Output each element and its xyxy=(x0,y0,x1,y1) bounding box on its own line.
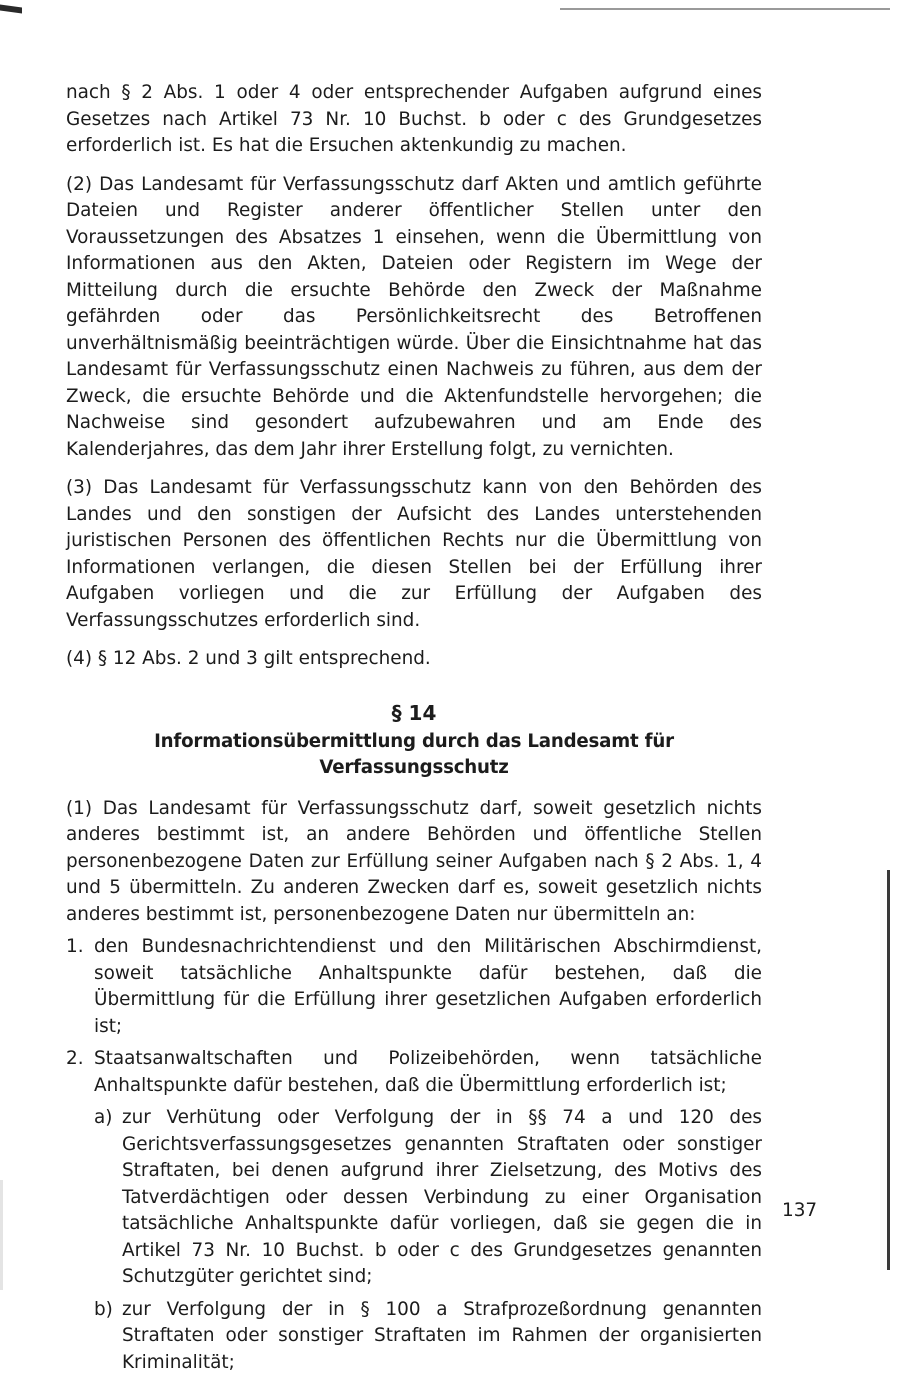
sub-list-item-text: zur Verhütung oder Verfolgung der in §§ 74 a und 120 des Gerichtsverfassungsgesetzes genannten Straftaten oder sonstiger Straftaten, bei denen aufgrund ihrer Zielsetzung, des Motivs des Tatverdächtigen oder dessen Verbindung zu einer Organisation tatsächliche Anhaltspunkte dafür vorliegen, daß sie gegen die in Artikel 73 Nr. 10 Buchst. b oder c des Grundgesetzes genannten Schutzgüter gerichtet sind; xyxy=(122,1105,762,1291)
list-item xyxy=(66,1046,762,1099)
corner-mark xyxy=(0,4,22,13)
top-rule xyxy=(560,8,890,10)
page-edge-left xyxy=(0,1180,3,1290)
sub-list-item-letter: b) xyxy=(94,1297,122,1376)
paragraph-2: (2) Das Landesamt für Verfassungsschutz darf Akten und amtlich geführte Dateien und Register anderer öffentlicher Stellen unter den Voraussetzungen des Absatzes 1 einsehen, wenn die Übermittlung von Informationen aus den Akten, Dateien oder Registern im Wege der Mitteilung durch die ersuchte Behörde den Zweck der Maßnahme gefährden oder das Persönlichkeitsrecht des Betroffenen unverhältnismäßig beeinträchtigen würde. Über die Einsichtnahme hat das Landesamt für Verfassungsschutz einen Nachweis zu führen, aus dem der Zweck, die ersuchte Behörde und die Aktenfundstelle hervorgehen; die Nachweise sind gesondert aufzubewahren und am Ende des Kalenderjahres, das dem Jahr ihrer Erstellung folgt, zu vernichten. xyxy=(66,172,762,464)
paragraph-3: (3) Das Landesamt für Verfassungsschutz kann von den Behörden des Landes und den sonstigen der Aufsicht des Landes unterstehenden juristischen Personen des öffentlichen Rechts nur die Übermittlung von Informationen verlangen, die diesen Stellen bei der Erfüllung ihrer Aufgaben vorliegen und die zur Erfüllung der Aufgaben des Verfassungsschutzes erforderlich sind. xyxy=(66,475,762,634)
section-title: Informationsübermittlung durch das Landesamt für Verfassungsschutz xyxy=(66,729,762,782)
section-paragraph-1: (1) Das Landesamt für Verfassungsschutz darf, soweit gesetzlich nichts anderes bestimmt ist, an andere Behörden und öffentliche Stellen personenbezogene Daten zur Erfüllung seiner Aufgaben nach § 2 Abs. 1, 4 und 5 übermitteln. Zu anderen Zwecken darf es, soweit gesetzlich nichts anderes bestimmt ist, personenbezogene Daten nur übermitteln an: xyxy=(66,796,762,929)
sub-list-item xyxy=(94,1297,762,1376)
list-item-number: 2. xyxy=(66,1046,94,1099)
intro-paragraph: nach § 2 Abs. 1 oder 4 oder entsprechender Aufgaben aufgrund eines Gesetzes nach Artikel 73 Nr. 10 Buchst. b oder c des Grundgesetzes erforderlich ist. Es hat die Ersuchen aktenkundig zu machen. xyxy=(66,80,762,160)
document-page xyxy=(66,80,762,1376)
list-item-text: den Bundesnachrichtendienst und den Militärischen Abschirmdienst, soweit tatsächliche Anhaltspunkte dafür bestehen, daß die Übermittlung für die Erfüllung ihrer gesetzlichen Aufgaben erforderlich ist; xyxy=(94,934,762,1040)
sub-list-item-letter: a) xyxy=(94,1105,122,1291)
list-item xyxy=(66,934,762,1040)
list-item-number: 1. xyxy=(66,934,94,1040)
page-edge-shadow xyxy=(887,870,890,1270)
paragraph-4: (4) § 12 Abs. 2 und 3 gilt entsprechend. xyxy=(66,646,762,673)
sub-list-item xyxy=(94,1105,762,1291)
list-item-text: Staatsanwaltschaften und Polizeibehörden, wenn tatsächliche Anhaltspunkte dafür bestehen, daß die Übermittlung erforderlich ist; xyxy=(94,1046,762,1099)
section-number: § 14 xyxy=(66,699,762,727)
sub-list-item-text: zur Verfolgung der in § 100 a Strafprozeßordnung genannten Straftaten oder sonstiger Straftaten im Rahmen der organisierten Kriminalität; xyxy=(122,1297,762,1376)
page-number: 137 xyxy=(782,1200,817,1221)
